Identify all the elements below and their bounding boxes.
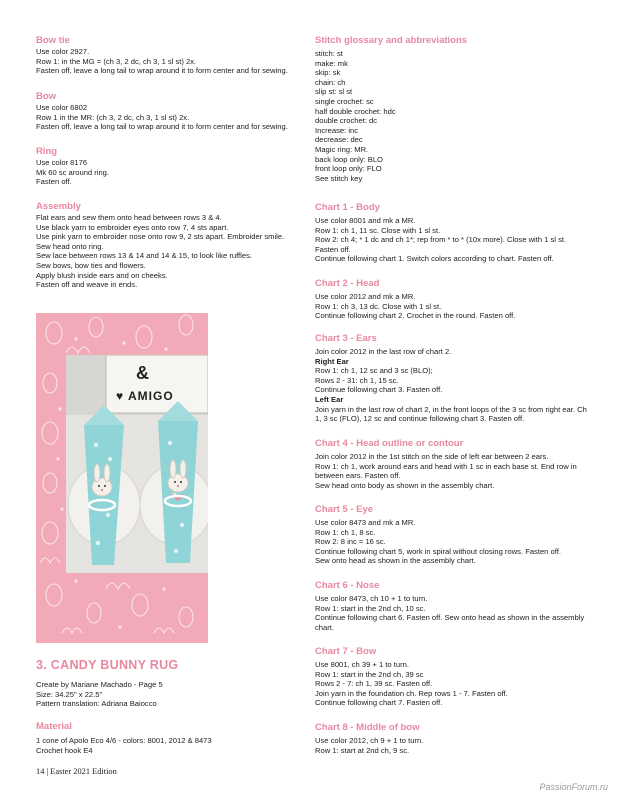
page-footer <box>36 767 117 776</box>
text-chart4: Join color 2012 in the 1st stitch on the side of left ear between 2 ears. Row 1: ch 1, work around ears and head with 1 sc in each base st. End row in between ears. Fasten off. Sew head onto body as shown in the assembly chart. <box>315 452 577 490</box>
heading-chart6: Chart 6 - Nose <box>315 580 380 591</box>
text-chart8: Use color 2012, ch 9 + 1 to turn. Row 1: start at 2nd ch, 9 sc. <box>315 736 424 755</box>
candy-bunny-rug-credits: Create by Mariane Machado - Page 5 Size: 34.25" x 22.5" Pattern translation: Adriana Baiocco <box>36 680 163 709</box>
section-glossary <box>315 35 590 183</box>
section-material <box>36 721 306 755</box>
text-material: 1 cone of Apolo Eco 4/6 - colors: 8001, 2012 & 8473 Crochet hook E4 <box>36 736 212 755</box>
heading-chart5: Chart 5 - Eye <box>315 504 374 515</box>
section-assembly <box>36 201 306 290</box>
text-bow: Use color 6802 Row 1 in the MR: (ch 3, 2 dc, ch 3, 1 sl st) 2x. Fasten off, leave a long tail to wrap around it to form center and for sewing. <box>36 103 288 132</box>
section-bow <box>36 91 306 132</box>
heading-bow: Bow <box>36 91 57 102</box>
heading-chart7: Chart 7 - Bow <box>315 646 377 657</box>
heading-material: Material <box>36 721 72 732</box>
text-chart7: Use 8001, ch 39 + 1 to turn. Row 1: start in the 2nd ch, 39 sc Rows 2 - 7: ch 1, 39 sc. Fasten off. Join yarn in the foundation ch. Rep rows 1 - 7. Fasten off. Continue following chart 7. Fasten off. <box>315 660 508 708</box>
text-ring: Use color 8176 Mk 60 sc around ring. Fasten off. <box>36 158 110 187</box>
text-chart6: Use color 8473, ch 10 + 1 to turn. Row 1: start in the 2nd ch, 10 sc. Continue following chart 6. Fasten off. Sew onto head as shown in the assembly chart. <box>315 594 585 632</box>
footer-divider: | <box>46 767 51 776</box>
text-assembly: Flat ears and sew them onto head between rows 3 & 4. Use black yarn to embroider eyes onto row 7, 4 sts apart. Use pink yarn to embroider nose onto row 9, 2 sts apart. Embroider smile. Sew head onto ring. Sew lace between rows 13 & 14 and 14 & 15, to look like ruffles. Sew bows, bow ties and flowers. Apply blush inside ears and on cheeks. Fasten off and weave in ends. <box>36 213 285 290</box>
section-bow-tie <box>36 35 306 76</box>
section-chart2 <box>315 278 590 321</box>
text-chart5: Use color 8473 and mk a MR. Row 1: ch 1, 8 sc. Row 2: 8 inc = 16 sc. Continue following chart 5, work in spiral without closing rows. Fasten off. Sew onto head as shown in the assembly chart. <box>315 518 561 566</box>
edition-label: Easter 2021 Edition <box>50 767 117 776</box>
text-chart1: Use color 8001 and mk a MR. Row 1: ch 1, 11 sc. Close with 1 sl st. Row 2: ch 4; * 1 dc and ch 1*; rep from * to * (10x more). Close with 1 sl st. Fasten off. Continue following chart 1. Switch colors according to chart. Fasten off. <box>315 216 567 264</box>
text-chart2: Use color 2012 and mk a MR. Row 1: ch 3, 13 dc. Close with 1 sl st. Continue following chart 2. Crochet in the round. Fasten off. <box>315 292 516 321</box>
sign-amigo: ♥ AMIGO <box>116 389 174 403</box>
candy-bunny-rug-title: 3. CANDY BUNNY RUG <box>36 658 179 672</box>
heading-bow-tie: Bow tie <box>36 35 70 46</box>
heading-chart3: Chart 3 - Ears <box>315 333 377 344</box>
section-chart6 <box>315 580 590 632</box>
heading-ring: Ring <box>36 146 58 157</box>
text-left-ear: Join yarn in the last row of chart 2, in the front loops of the 3 sc from right ear. Ch 1, 3 sc (FLO), 12 sc and continue following chart 3. Fasten off. <box>315 404 587 424</box>
text-glossary: stitch: st make: mk skip: sk chain: ch slip st: sl st single crochet: sc half double crochet: hdc double crochet: dc Increase: inc decrease: dec Magic ring: MR. back loop only: BLO front loop only: FLO See stitch key <box>315 49 396 183</box>
section-chart1 <box>315 202 590 264</box>
bunny-napkin-photo <box>66 355 208 573</box>
heading-chart1: Chart 1 - Body <box>315 202 380 213</box>
label-right-ear: Right Ear <box>315 356 349 366</box>
section-ring <box>36 146 306 187</box>
sign-ampersand: & <box>136 363 149 383</box>
heading-chart2: Chart 2 - Head <box>315 278 380 289</box>
heading-chart4: Chart 4 - Head outline or contour <box>315 438 464 449</box>
heading-assembly: Assembly <box>36 201 81 212</box>
photo-illustration <box>66 355 208 573</box>
label-left-ear: Left Ear <box>315 394 344 404</box>
watermark: PassionForum.ru <box>539 782 608 792</box>
text-right-ear: Row 1: ch 1, 12 sc and 3 sc (BLO); Rows 2 - 31: ch 1, 15 sc. Continue following chart 3. Fasten off. <box>315 366 443 395</box>
section-chart7 <box>315 646 590 708</box>
heading-glossary: Stitch glossary and abbreviations <box>315 35 468 46</box>
section-chart4 <box>315 438 590 490</box>
section-chart3 <box>315 333 590 424</box>
text-chart3-intro: Join color 2012 in the last row of chart 2. <box>315 347 452 356</box>
page-number: 14 <box>36 767 45 776</box>
text-bow-tie: Use color 2927. Row 1: in the MG = (ch 3, 2 dc, ch 3, 1 sl st) 2x. Fasten off, leave a long tail to wrap around it to form center and for sewing. <box>36 47 288 76</box>
heading-chart8: Chart 8 - Middle of bow <box>315 722 420 733</box>
section-chart5 <box>315 504 590 566</box>
section-chart8 <box>315 722 590 755</box>
